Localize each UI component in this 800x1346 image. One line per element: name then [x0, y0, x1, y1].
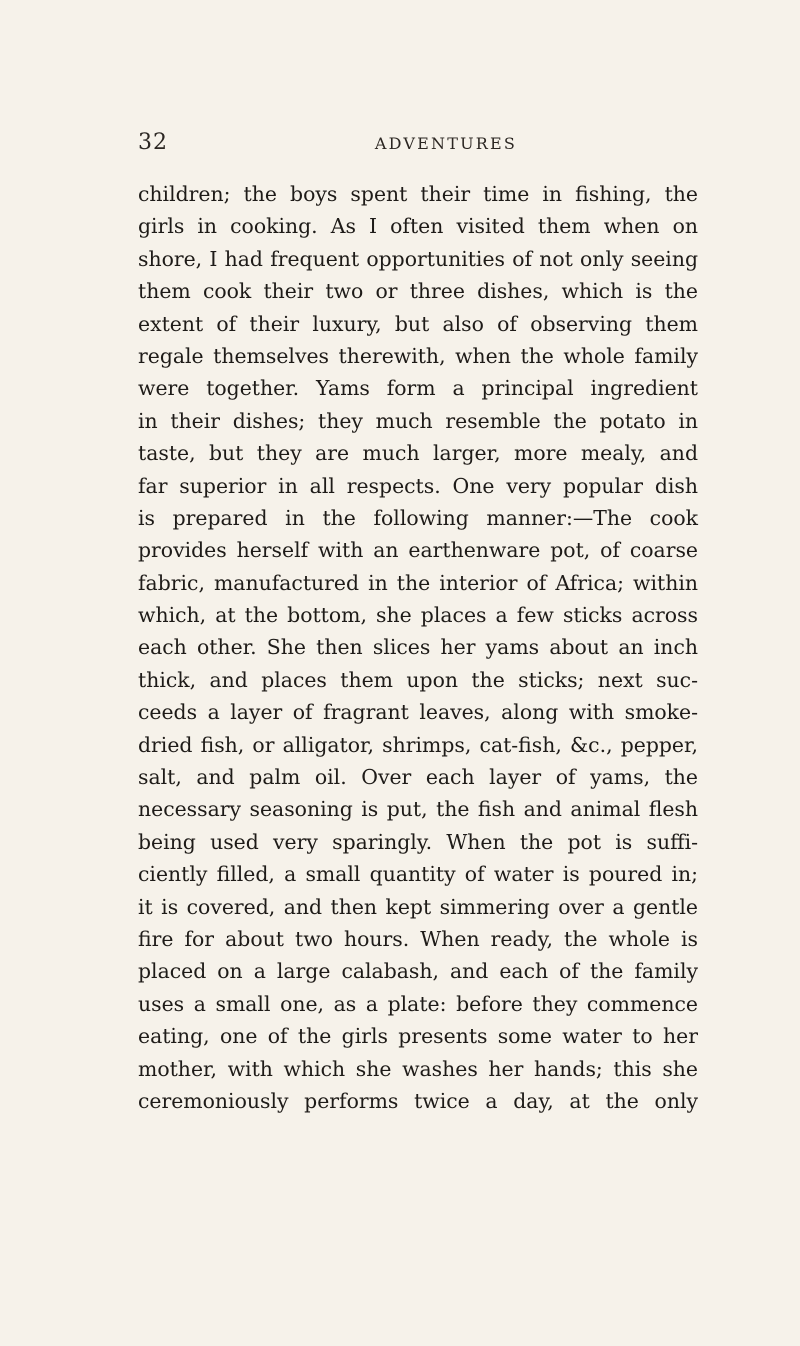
text-line: dried fish, or alligator, shrimps, cat-fish, &c., pepper, — [138, 732, 698, 757]
text-line: placed on a large calabash, and each of the family — [138, 959, 698, 984]
text-line: ceremoniously performs twice a day, at the only — [138, 1088, 698, 1113]
text-line: fabric, manufactured in the interior of Africa; within — [138, 570, 698, 595]
text-line: being used very sparingly. When the pot is suffi- — [138, 829, 698, 854]
text-line: thick, and places them upon the sticks; next suc- — [138, 667, 698, 692]
page-number: 32 — [138, 130, 168, 155]
text-line: taste, but they are much larger, more mealy, and — [138, 441, 698, 466]
text-line: each other. She then slices her yams about an inch — [138, 635, 698, 660]
text-line: eating, one of the girls presents some water to her — [138, 1024, 698, 1049]
text-line: ciently filled, a small quantity of water is poured in; — [138, 862, 698, 887]
text-line: in their dishes; they much resemble the potato in — [138, 408, 698, 433]
text-line: ceeds a layer of fragrant leaves, along with smoke- — [138, 700, 698, 725]
running-title: ADVENTURES — [374, 134, 518, 153]
text-line: provides herself with an earthenware pot, of coarse — [138, 538, 698, 563]
text-line: mother, with which she washes her hands; this she — [138, 1056, 698, 1081]
text-line: were together. Yams form a principal ingredient — [138, 376, 698, 401]
text-line: shore, I had frequent opportunities of not only seeing — [138, 246, 698, 271]
text-line: girls in cooking. As I often visited them when on — [138, 214, 698, 239]
text-line: children; the boys spent their time in fishing, the — [138, 182, 698, 206]
text-line: uses a small one, as a plate: before they commence — [138, 991, 698, 1016]
text-line: far superior in all respects. One very popular dish — [138, 473, 698, 498]
text-line: salt, and palm oil. Over each layer of yams, the — [138, 765, 698, 790]
text-line: fire for about two hours. When ready, the whole is — [138, 926, 698, 951]
text-line: is prepared in the following manner:—The cook — [138, 505, 698, 530]
body-text — [138, 178, 698, 1117]
text-line: it is covered, and then kept simmering over a gentle — [138, 894, 698, 919]
text-line: regale themselves therewith, when the whole family — [138, 343, 698, 368]
text-line: which, at the bottom, she places a few sticks across — [138, 603, 698, 628]
text-line: extent of their luxury, but also of observing them — [138, 311, 698, 336]
text-line: necessary seasoning is put, the fish and animal flesh — [138, 797, 698, 822]
text-line: them cook their two or three dishes, which is the — [138, 279, 698, 304]
